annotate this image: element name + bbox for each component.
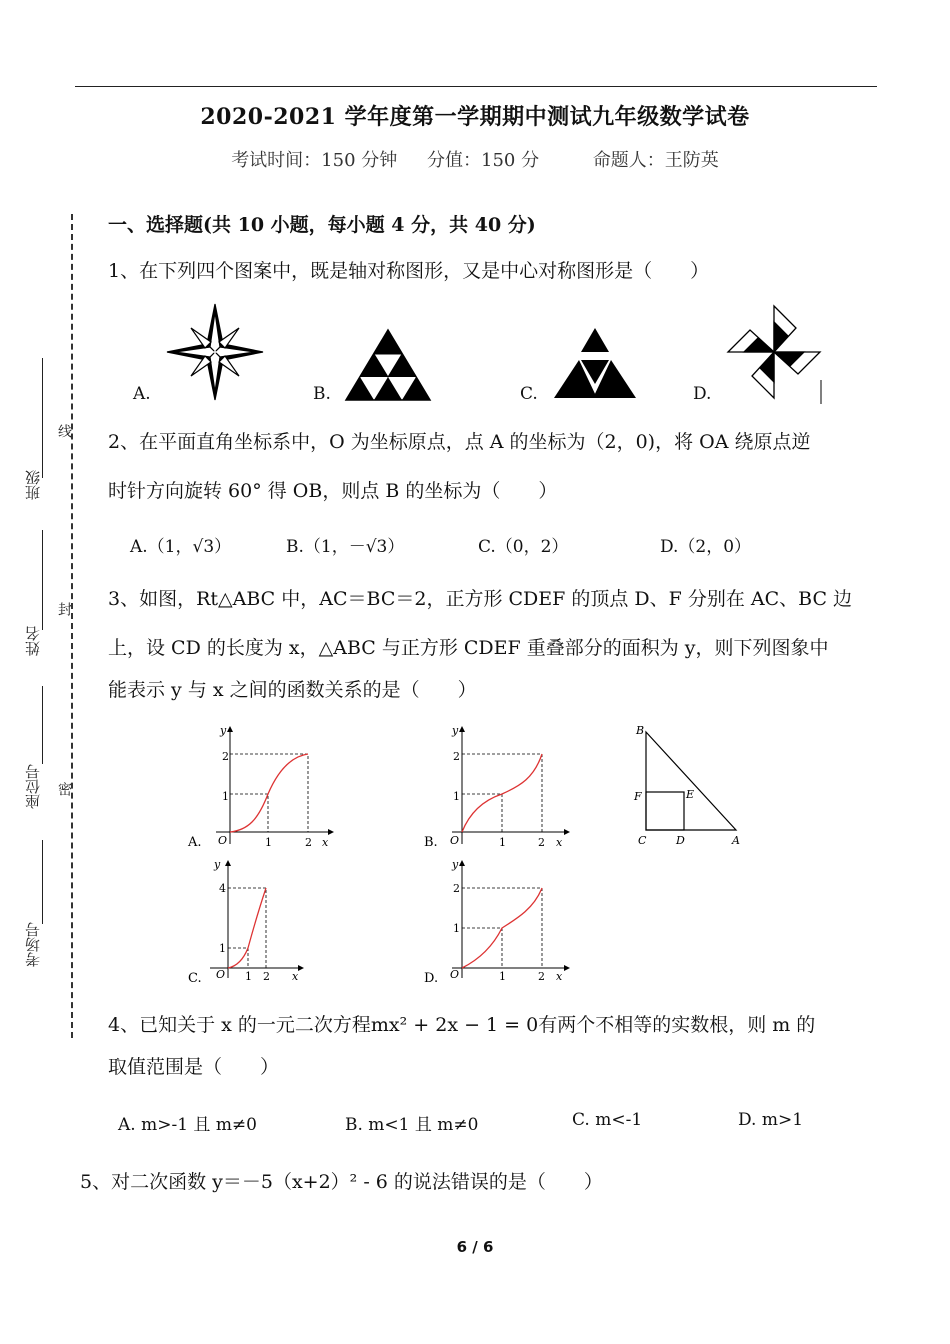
q3-a-origin: O [218,834,228,847]
q4-line2: 取值范围是（ ） [108,1056,280,1078]
q3-d-origin: O [450,968,460,981]
q2-option-b: B.（1，－√3） [286,537,405,557]
q3-a-xtick-1: 1 [265,836,272,849]
q1-figure-a [160,300,270,404]
q3-c-xaxis: x [292,970,299,983]
q3-graph-a [186,722,336,852]
exam-title: 2020-2021 学年度第一学期期中测试九年级数学试卷 [200,104,750,130]
q4-option-b: B. m<1 且 m≠0 [345,1115,479,1135]
seal-char-seal: 封 [56,602,72,616]
q2-option-d: D.（2，0） [660,537,752,557]
q3-c-origin: O [216,968,226,981]
q5-stem: 5、对二次函数 y＝－5（x+2）² - 6 的说法错误的是（ ） [80,1171,603,1193]
tri-label-c: C [638,834,647,847]
q3-c-label: C. [188,971,202,986]
q1-figure-d [726,304,826,404]
q2-option-a: A.（1，√3） [130,537,232,557]
q3-b-ytick-2: 2 [453,750,460,763]
q1-stem: 1、在下列四个图案中，既是轴对称图形，又是中心对称图形是（ ） [108,260,710,282]
exam-subtitle [0,146,950,172]
q3-line2: 上，设 CD 的长度为 x，△ABC 与正方形 CDEF 重叠部分的面积为 y，则下列图象中 [108,637,829,659]
q2-line2: 时针方向旋转 60° 得 OB，则点 B 的坐标为（ ） [108,480,558,502]
q1-option-b: B. [313,384,331,404]
q1-figure-b [344,328,432,402]
q3-d-xtick-2: 2 [538,970,545,983]
q3-graph-d [422,854,572,986]
q3-d-ytick-2: 2 [453,882,460,895]
q3-line1: 3、如图，Rt△ABC 中，AC＝BC＝2，正方形 CDEF 的顶点 D、F 分别在 AC、BC 边 [108,588,853,610]
q4-option-a: A. m>-1 且 m≠0 [118,1115,257,1135]
q4-option-c: C. m<-1 [572,1110,643,1130]
q2-option-c: C.（0，2） [478,537,569,557]
q3-b-ytick-1: 1 [453,790,460,803]
tri-label-f: F [634,790,642,803]
q3-graph-b [422,722,572,852]
tri-label-a: A [732,834,740,847]
class-fill-line [42,358,43,478]
q3-d-ytick-1: 1 [453,922,460,935]
q3-c-xtick-2: 2 [263,970,270,983]
name-fill-line [42,530,43,630]
q3-d-xtick-1: 1 [499,970,506,983]
tri-label-b: B [636,724,645,737]
q3-b-yaxis: y [452,724,459,737]
q1-option-c: C. [520,384,538,404]
q3-a-ytick-1: 1 [222,790,229,803]
binding-dashed-line [71,214,73,1038]
seal-char-secret: 密 [56,782,72,796]
q3-c-ytick-4: 4 [219,882,226,895]
name-label: 姓名 [24,626,42,656]
exam-time: 考试时间：150 分钟 [231,150,398,171]
class-label: 班级 [24,470,42,500]
q4-line1: 4、已知关于 x 的一元二次方程mx² + 2x − 1 = 0有两个不相等的实数根，则 m 的 [108,1014,816,1036]
exam-author: 命题人：王防英 [592,150,719,171]
seat-label: 座位号 [24,764,42,809]
seat-fill-line [42,686,43,764]
q3-b-origin: O [450,834,460,847]
q3-b-xtick-2: 2 [538,836,545,849]
seal-char-line: 线 [56,424,72,438]
q3-c-ytick-1: 1 [219,942,226,955]
q3-a-label: A. [188,835,202,850]
tri-label-e: E [686,788,695,801]
q4-option-d: D. m>1 [738,1110,804,1130]
q3-c-yaxis: y [214,858,221,871]
q3-line3: 能表示 y 与 x 之间的函数关系的是（ ） [108,679,477,701]
q3-graph-c [186,854,336,986]
q1-option-a: A. [133,384,151,404]
q3-b-xtick-1: 1 [499,836,506,849]
room-label: 考场号 [24,922,42,967]
q3-d-label: D. [424,971,439,986]
q3-c-xtick-1: 1 [245,970,252,983]
page-number: 6 / 6 [456,1238,494,1256]
q2-line1: 2、在平面直角坐标系中，O 为坐标原点，点 A 的坐标为（2，0)，将 OA 绕原点逆 [108,431,811,453]
exam-score: 分值：150 分 [427,150,540,171]
q3-d-xaxis: x [556,970,563,983]
q3-b-xaxis: x [556,836,563,849]
q3-a-xtick-2: 2 [305,836,312,849]
room-fill-line [42,840,43,924]
q3-d-yaxis: y [452,858,459,871]
q3-b-label: B. [424,835,438,850]
q3-a-xaxis: x [322,836,329,849]
q1-figure-c [552,326,638,402]
tri-label-d: D [676,834,685,847]
q3-a-ytick-2: 2 [222,750,229,763]
top-rule [75,86,877,87]
q1-option-d: D. [693,384,712,404]
q3-a-yaxis: y [220,724,227,737]
q3-triangle-figure [628,722,752,848]
section-heading: 一、选择题(共 10 小题，每小题 4 分，共 40 分) [108,214,536,236]
